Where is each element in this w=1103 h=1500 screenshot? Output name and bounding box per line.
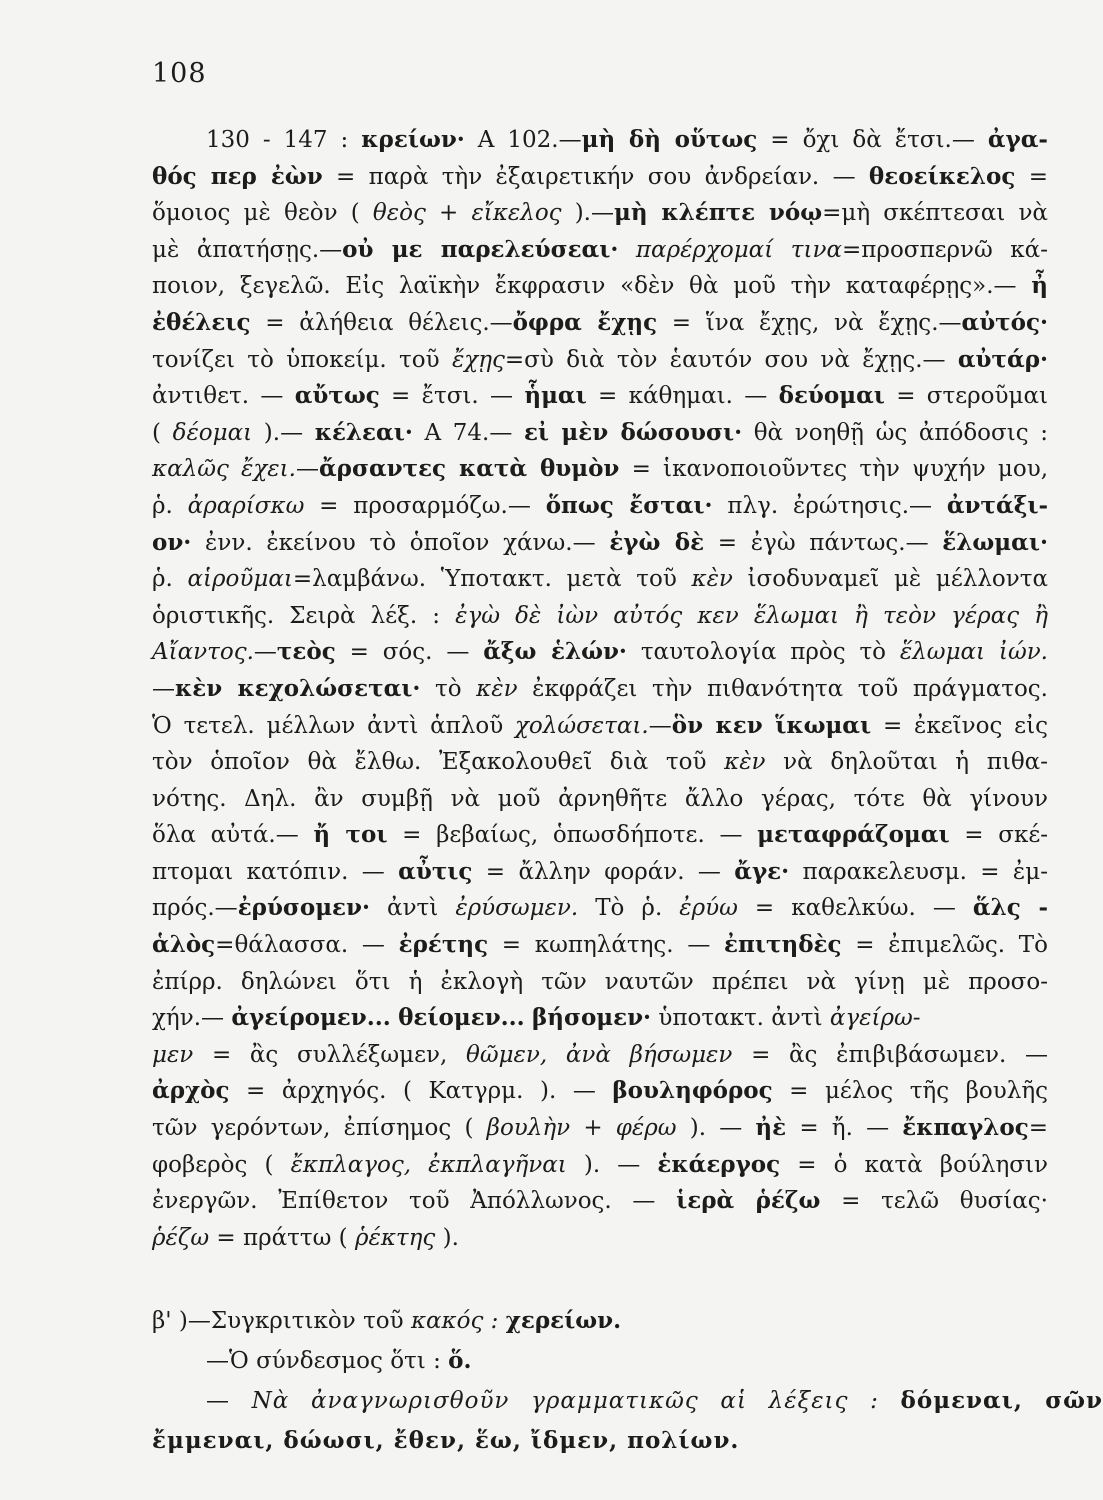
text-run: = ἐπιμελῶς. Τὸ [841,932,1048,959]
italic-term: ἀραρίσκω [187,492,305,519]
text-run: = μέλος τῆς βουλῆς [772,1078,1049,1105]
text-run: ὁριστικῆς. Σειρὰ λέξ. : [152,602,456,629]
text-line [152,634,1048,671]
bold-term: ἧμαι [524,382,587,410]
bold-term: μὴ δὴ οὕτως [581,126,758,153]
text-run: — [253,639,277,666]
text-run: τὸ [420,675,477,702]
bold-term: εἰ μὲν δώσουσι· [523,418,743,446]
text-line [152,525,1048,562]
text-run: νὰ δηλοῦται ἡ πιθα- [765,749,1048,776]
text-run: = κωπηλάτης. — [488,932,725,959]
bold-term: ἱερὰ ῥέζω [676,1187,821,1215]
text-line [152,342,1048,379]
bold-term: τεὸς [276,638,336,666]
text-run: Α 102.— [464,127,582,153]
text-run: τῶν γερόντων, ἐπίσημος ( [152,1115,487,1142]
bold-term: θός περ ἐὼν [152,162,323,190]
text-run: = ὁ κατὰ βούλησιν [780,1151,1048,1178]
text-line [152,890,1048,927]
text-run: =σὺ διὰ τὸν ἑαυτόν σου νὰ ἔχῃς.— [504,346,958,373]
text-run: = προσαρμόζω.— [304,492,546,519]
text-run: = πράττω ( [209,1224,355,1251]
text-run: ὅμοιος μὲ θεὸν ( [152,200,373,227]
text-run: = σκέ- [949,822,1048,849]
bold-term: δόμεναι, σῶν [900,1387,1103,1415]
text-line [152,232,1048,269]
text-line [152,268,1048,305]
italic-term: ἐρύσωμεν. [455,895,579,922]
text-run: ἰσοδυναμεῖ μὲ μέλλοντα [732,566,1048,593]
italic-term: κὲν [691,566,733,593]
text-line [152,1147,1048,1184]
bold-term: ἐπιτηδὲς [724,931,842,959]
text-run: = ἐγὼ πάντως.— [704,529,943,556]
text-run: πλγ. ἐρώτησις.— [712,492,947,519]
bold-term: ἀντάξι- [946,491,1048,519]
text-run: =λαμβάνω. Ὑποτακτ. μετὰ τοῦ [292,566,692,593]
text-line [152,1073,1048,1110]
text-run: = καθελκύω. — [737,895,973,922]
text-line [152,854,1048,891]
text-line [152,378,1048,415]
bold-term: θεοείκελος [868,162,1016,190]
bold-term: θείομεν... [398,1004,525,1032]
text-run: = στεροῦμαι [884,383,1048,410]
bold-term: ἄρσαντες κατὰ θυμὸν [318,455,620,483]
text-run: = ἂς συλλέξωμεν, [193,1041,466,1068]
italic-term: Νὰ ἀναγνωρισθοῦν γραμματικῶς αἱ λέξεις : [251,1388,879,1415]
text-line [152,488,1048,525]
italic-term: καλῶς ἔχει. [152,456,296,483]
text-run: = ἀρχηγός. ( Κατγρμ. ). — [229,1078,613,1105]
text-run: ( [152,419,173,446]
italic-term: δέομαι [172,419,253,446]
italic-term: μεν [152,1041,194,1068]
text-line [152,1341,1048,1381]
text-line [152,927,1048,964]
text-run: ῥ. [152,566,188,593]
text-run: Α 74.— [412,419,524,446]
text-line [152,451,1048,488]
text-run: ἀντὶ [370,895,456,922]
text-run: = [1015,163,1048,190]
text-run: = ἤ. — [786,1115,903,1142]
text-run: = σός. — [335,639,484,666]
page-number: 108 [152,58,207,89]
bold-term: ἀγείρομεν... [231,1004,391,1032]
text-line [152,781,1048,818]
italic-term: ῥέκτης [354,1224,436,1251]
text-run: =μὴ σκέπτεσαι νὰ [822,200,1048,227]
bold-term: ἅλς - [972,894,1048,922]
text-run: ἀντιθετ. — [152,383,295,410]
text-run: μὲ ἀπατήσῃς.— [152,236,343,263]
bold-term: χερείων. [505,1307,622,1335]
text-run: + [425,200,472,227]
bold-term: ἔκπαγλος [902,1114,1029,1142]
text-line [152,671,1048,708]
text-line [152,1381,1103,1421]
text-run: ).— [252,419,315,446]
text-line [152,1220,1048,1257]
italic-term: ἀγείρω- [829,1005,921,1032]
italic-term: ἐρύω [679,895,738,922]
bold-term: ἄγε· [734,857,790,885]
italic-term: ῥέζω [152,1224,210,1251]
text-run: χήν.— [152,1005,232,1032]
text-run: = κάθημαι. — [586,383,779,410]
text-run [879,1388,901,1414]
italic-term: θῶμεν, ἀνὰ βήσωμεν [466,1041,733,1068]
bold-term: οὐ με παρελεύσεαι· [342,235,619,263]
text-run: + [570,1115,616,1142]
commentary-text [152,122,1103,1461]
bold-term: ἄξω ἑλών· [483,638,627,666]
text-run [618,237,636,263]
text-line [152,817,1048,854]
text-line [152,195,1048,232]
text-line [152,964,1048,1001]
text-run: = ἱκανοποιοῦντες τὴν ψυχήν μου, [619,456,1048,483]
text-run: πτομαι κατόπιν. — [152,858,399,885]
bold-term: ον· [152,528,192,556]
text-run: — [648,712,672,739]
text-line [152,1000,1048,1037]
bold-term: ἀγα- [987,126,1048,153]
text-line [152,1037,1048,1074]
italic-term: κὲν [724,749,766,776]
text-run: ὅλα αὐτά.— [152,822,314,849]
text-line [152,1110,1048,1147]
bold-term: αὔτως [294,382,380,410]
bold-term: βήσομεν· [531,1004,652,1032]
text-run: ταυτολογία πρὸς τὸ [626,639,900,666]
text-run: = ἐκεῖνος εἰς [871,712,1048,739]
text-line [152,598,1048,635]
text-run: Τὸ ῥ. [578,895,680,922]
text-run: τονίζει τὸ ὑποκείμ. τοῦ [152,346,452,373]
bold-term: ὃν κεν ἵκωμαι [671,711,872,739]
text-line [152,415,1048,452]
text-run: = ὄχι δὰ ἔτσι.— [757,127,988,153]
text-run: =θάλασσα. — [215,932,399,959]
text-line [152,1421,1048,1461]
text-run: — [152,675,175,702]
italic-term: κὲν [476,675,518,702]
italic-term: θεὸς [372,200,426,227]
text-run: ). [435,1224,459,1251]
italic-term: ἐγὼ δὲ ἰὼν αὐτός κεν ἕλωμαι ἢ τεὸν γέρας ἢ [455,602,1048,629]
text-run: = ἵνα ἔχῃς, νὰ ἔχῃς.— [657,309,962,336]
bold-term: ἐθέλεις [152,308,251,336]
text-run: ). — [566,1151,658,1178]
text-run: πρός.— [152,895,238,922]
text-run: θὰ νοηθῇ ὡς ἀπόδοσις : [742,419,1048,446]
italic-term: ἔκπλαγος, ἐκπλαγῆναι [290,1151,567,1178]
text-run: νότης. Δηλ. ἂν συμβῇ νὰ μοῦ ἀρνηθῆτε ἄλλο γέρας, τότε θὰ γίνουν [152,785,1048,812]
text-run: β' )—Συγκριτικὸν τοῦ [152,1308,411,1335]
text-line [152,744,1048,781]
text-run: = [1028,1115,1048,1142]
italic-term: Αἴαντος. [152,639,254,666]
text-run: Ὁ τετελ. μέλλων ἀντὶ ἁπλοῦ [152,712,515,739]
bold-term: βουληφόρος [612,1077,773,1105]
bold-term: ἔμμεναι, δώωσι, ἔθεν, ἕω, ἴδμεν, πολίων. [152,1427,740,1455]
bold-term: ὅ. [448,1347,472,1375]
italic-term: παρέρχομαί τινα [635,236,843,263]
bold-term: δεύομαι [778,382,885,410]
text-run: παρακελευσμ. = ἐμ- [789,858,1048,885]
text-run: φοβερὸς ( [152,1151,291,1178]
text-line [152,1301,1048,1341]
bold-term: ἀρχὸς [152,1077,230,1105]
bold-term: κέλεαι· [314,418,413,446]
text-run: ἐπίρρ. δηλώνει ὅτι ἡ ἐκλογὴ τῶν ναυτῶν πρέπει νὰ γίνῃ μὲ προσο- [152,968,1048,995]
text-run: —Ὁ σύνδεσμος ὅτι : [206,1348,449,1375]
italic-term: ἔχῃς [451,346,505,373]
bold-term: ἐρύσομεν· [237,894,371,922]
bold-term: ἦ [1031,272,1048,300]
text-run: ). — [676,1115,756,1142]
italic-term: φέρω [615,1115,677,1142]
bold-term: κρείων· [361,126,465,153]
text-run: = ἀλήθεια θέλεις.— [250,309,513,336]
bold-term: αὖτις [398,857,473,885]
italic-term: βουλὴν [486,1115,571,1142]
text-line [152,708,1048,745]
text-run: — [295,456,319,483]
text-line [152,305,1048,342]
italic-term: αἱροῦμαι [187,566,293,593]
bold-term: ἠὲ [755,1114,787,1142]
bold-term: αὐτάρ· [957,345,1048,373]
section-gap [152,1256,1048,1301]
text-run: = ἄλλην φοράν. — [472,858,735,885]
bold-term: ἐρέτης [398,931,489,959]
italic-term: εἴκελος [471,200,562,227]
bold-term: ἐγὼ δὲ [609,528,705,556]
text-run: 130 - 147 : [206,127,362,153]
bold-term: ἤ τοι [313,821,388,849]
text-run [525,1005,532,1031]
bold-term: ὄφρα ἔχῃς [512,308,658,336]
text-run [391,1005,398,1031]
text-run: ἐνν. ἐκείνου τὸ ὁποῖον χάνω.— [191,529,610,556]
italic-term: χολώσεται. [514,712,649,739]
italic-term: ἕλωμαι ἰών. [899,639,1048,666]
bold-term: ἁλὸς [152,931,216,959]
text-line [152,1183,1048,1220]
text-run: ἐκφράζει τὴν πιθανότητα τοῦ πράγματος. [517,675,1048,702]
text-run: = ἔτσι. — [379,383,525,410]
bold-term: ἕλωμαι· [942,528,1048,556]
text-run: = παρὰ τὴν ἐξαιρετικήν σου ἀνδρείαν. — [322,163,869,190]
text-line [152,122,1048,159]
bold-term: αὐτός· [961,308,1049,336]
text-run: ποιον, ξεγελῶ. Εἰς λαϊκὴν ἔκφρασιν «δὲν θὰ μοῦ τὴν καταφέρῃς».— [152,273,1032,300]
bold-term: μὴ κλέπτε νόῳ [614,199,823,227]
text-run: — [206,1388,252,1415]
text-run: = ἂς ἐπιβιβάσωμεν. — [732,1041,1049,1068]
bold-term: ὅπως ἔσται· [545,491,713,519]
text-run: ὑποτακτ. ἀντὶ [651,1005,830,1032]
italic-term: κακός : [410,1308,499,1335]
bold-term: ἑκάεργος [657,1150,781,1178]
text-line [152,561,1048,598]
bold-term: κὲν κεχολώσεται· [175,674,421,702]
text-run: = τελῶ θυσίας· [820,1188,1048,1215]
text-run: ἐνεργῶν. Ἐπίθετον τοῦ Ἀπόλλωνος. — [152,1188,677,1215]
bold-term: μεταφράζομαι [757,821,950,849]
text-run: = βεβαίως, ὁπωσδήποτε. — [387,822,758,849]
text-run [498,1308,505,1334]
text-run: τὸν ὁποῖον θὰ ἔλθω. Ἐξακολουθεῖ διὰ τοῦ [152,749,725,776]
text-run: ῥ. [152,492,188,519]
text-run: ).— [561,200,614,227]
text-run: =προσπερνῶ κά- [842,236,1048,263]
text-line [152,159,1048,196]
